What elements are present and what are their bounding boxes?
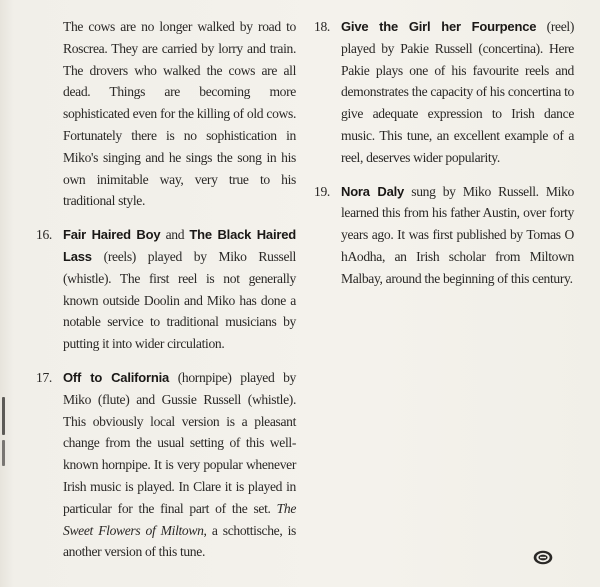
title-joiner: and bbox=[160, 227, 190, 243]
track-title: Nora Daly bbox=[341, 183, 405, 199]
right-column bbox=[314, 16, 574, 290]
track-description bbox=[63, 367, 296, 563]
track-description bbox=[341, 181, 574, 290]
binding-mark bbox=[2, 397, 5, 435]
track-body: (reels) played by Miko Russell (whistle). The first reel is not generally known outside Doolin and Miko has done a notable service to traditional musicians by putting it into wider circulation. bbox=[63, 248, 296, 352]
track-body: (hornpipe) played by Miko (flute) and Gussie Russell (whistle). This obviously local version is a pleasant change from the usual setting of this well-known hornpipe. It is very popular whenever Irish music is played. In Clare it is played in particular for the final part of the set. bbox=[63, 369, 296, 516]
label-logo-icon bbox=[533, 550, 553, 565]
track-entry-19 bbox=[314, 181, 574, 290]
track-entry-18 bbox=[314, 16, 574, 169]
binding-mark bbox=[2, 440, 5, 466]
track-entry-16 bbox=[36, 224, 296, 355]
track-title: The Black Haired Lass bbox=[63, 227, 296, 264]
track-title: Off to California bbox=[63, 369, 170, 385]
track-description bbox=[63, 224, 296, 355]
track-number: 17. bbox=[36, 369, 52, 385]
track-title: Give the Girl her Fourpence bbox=[341, 19, 537, 34]
track-number: 19. bbox=[314, 183, 330, 199]
track-body: , a schottische, is another version of this tune. bbox=[63, 522, 296, 560]
left-column bbox=[36, 16, 296, 563]
track-entry-17 bbox=[36, 367, 296, 563]
track-title: Fair Haired Boy bbox=[63, 227, 161, 243]
track-number: 18. bbox=[314, 19, 330, 34]
track-description bbox=[341, 16, 574, 169]
track-body: (reel) played by Pakie Russell (concertina). Here Pakie plays one of his favourite reels and demonstrates the capacity of his concertina to give adequate expression to Irish dance music. This tune, an excellent example of a reel, deserves wider popularity. bbox=[341, 19, 575, 165]
tune-name: The Sweet Flowers of Miltown bbox=[63, 500, 296, 538]
track-body: sung by Miko Russell. Miko learned this from his father Austin, over forty years ago. It was first published by Tomas O hAodha, an Irish scholar from Miltown Malbay, around the beginning of this century. bbox=[341, 183, 574, 286]
track-number: 16. bbox=[36, 227, 52, 243]
intro-paragraph: The cows are no longer walked by road to Roscrea. They are carried by lorry and train. The drovers who walked the cows are all dead. Things are becoming more sophisticated even for the killing of old cows. Fortunately there is no sophistication in Miko's singing and he sings the song in his own inimitable way, very true to his traditional style. bbox=[63, 19, 296, 209]
